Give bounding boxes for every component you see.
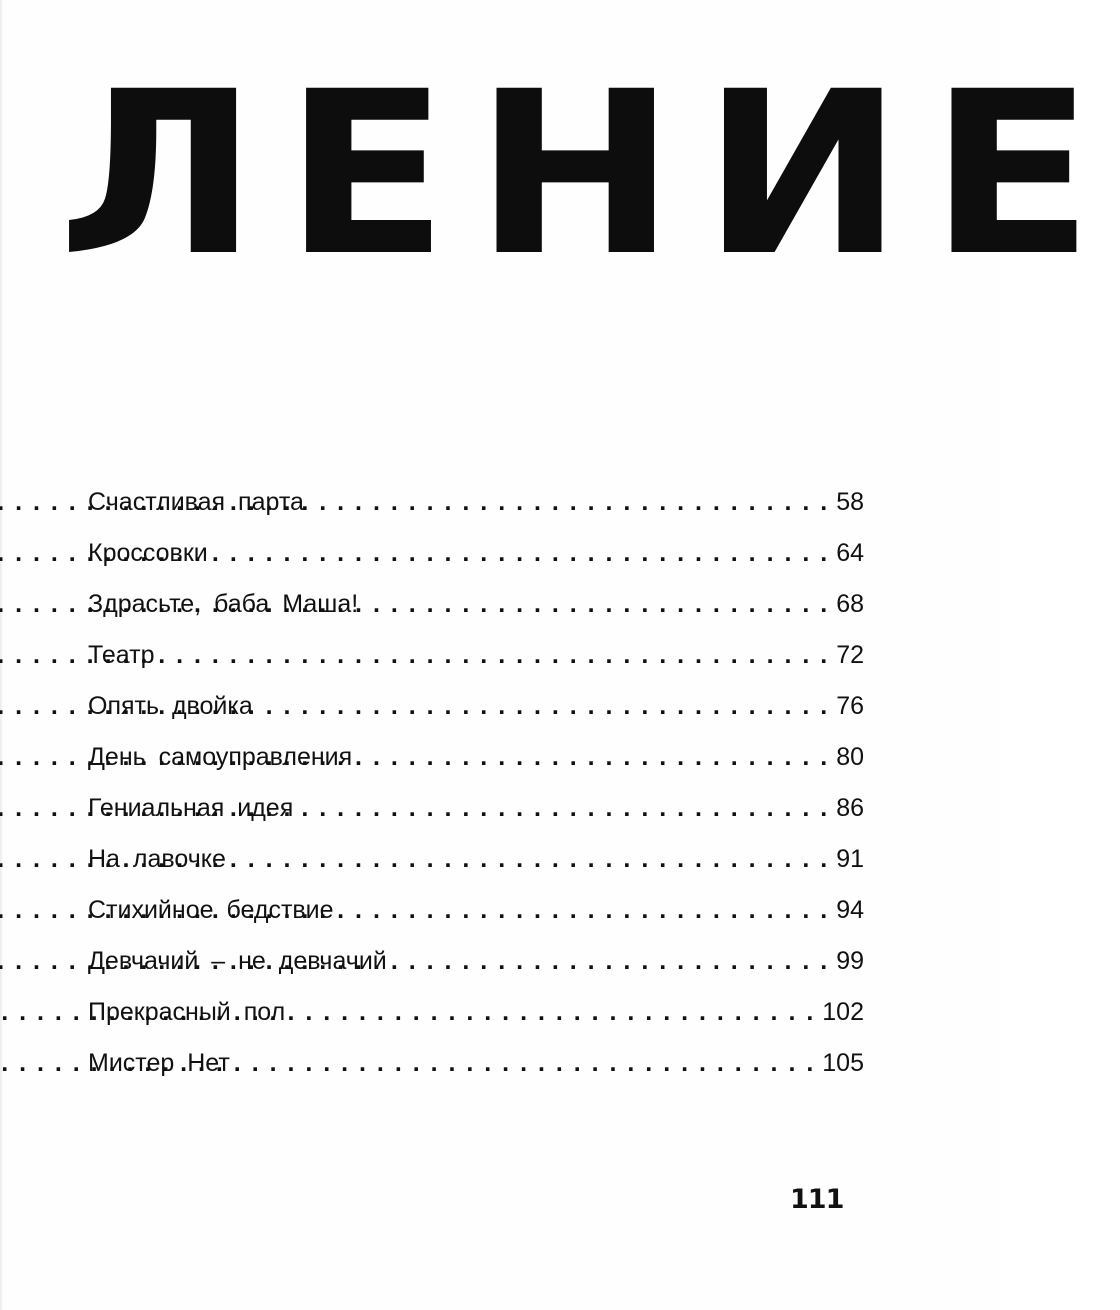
toc-entry-title: Здрасьте, баба Маша! bbox=[88, 590, 359, 618]
toc-entry bbox=[88, 976, 864, 1027]
toc-dot-leader bbox=[160, 640, 828, 670]
toc-entry-title: Кроссовки bbox=[88, 539, 208, 567]
toc-dot-leader bbox=[310, 487, 828, 517]
toc-entry bbox=[88, 619, 864, 670]
toc-dot-leader bbox=[259, 691, 828, 721]
toc-dot-leader bbox=[236, 1048, 814, 1078]
toc-entry bbox=[88, 466, 864, 517]
table-of-contents bbox=[88, 466, 864, 1078]
toc-entry-page: 102 bbox=[822, 998, 864, 1026]
toc-entry-page: 94 bbox=[836, 896, 864, 924]
toc-entry-page: 80 bbox=[836, 743, 864, 771]
section-heading-container bbox=[20, 43, 1120, 320]
toc-dot-leader bbox=[291, 997, 814, 1027]
toc-dot-leader bbox=[393, 946, 828, 976]
toc-entry bbox=[88, 772, 864, 823]
toc-entry-title: Прекрасный пол bbox=[88, 998, 286, 1026]
toc-entry bbox=[88, 823, 864, 874]
toc-entry bbox=[88, 568, 864, 619]
toc-entry-page: 105 bbox=[822, 1049, 864, 1077]
page-number: 111 bbox=[790, 1184, 844, 1215]
toc-entry-title: Опять двойка bbox=[88, 692, 253, 720]
toc-entry bbox=[88, 670, 864, 721]
toc-entry bbox=[88, 1027, 864, 1078]
toc-dot-leader bbox=[364, 589, 828, 619]
toc-entry-title: Мистер Нет bbox=[88, 1049, 230, 1077]
section-heading: ЛЕНИЕ bbox=[58, 43, 1120, 306]
toc-entry bbox=[88, 925, 864, 976]
toc-entry-page: 58 bbox=[836, 488, 864, 516]
toc-entry-page: 68 bbox=[836, 590, 864, 618]
toc-entry-title: Театр bbox=[88, 641, 155, 669]
toc-entry bbox=[88, 721, 864, 772]
toc-dot-leader bbox=[340, 895, 829, 925]
toc-entry bbox=[88, 517, 864, 568]
toc-entry-page: 99 bbox=[836, 947, 864, 975]
toc-entry-title: На лавочке bbox=[88, 845, 226, 873]
toc-entry-page: 86 bbox=[836, 794, 864, 822]
toc-entry-page: 72 bbox=[836, 641, 864, 669]
toc-dot-leader bbox=[232, 844, 828, 874]
toc-entry-title: Счастливая парта bbox=[88, 488, 304, 516]
toc-entry-title: Девчачий – не девчачий bbox=[88, 947, 387, 975]
toc-dot-leader bbox=[299, 793, 828, 823]
toc-entry-page: 64 bbox=[836, 539, 864, 567]
toc-entry-title: День самоуправления bbox=[88, 743, 353, 771]
toc-entry bbox=[88, 874, 864, 925]
toc-dot-leader bbox=[214, 538, 828, 568]
toc-entry-page: 91 bbox=[836, 845, 864, 873]
toc-entry-title: Стихийное бедствие bbox=[88, 896, 334, 924]
toc-dot-leader bbox=[358, 742, 828, 772]
toc-entry-title: Гениальная идея bbox=[88, 794, 294, 822]
toc-entry-page: 76 bbox=[836, 692, 864, 720]
